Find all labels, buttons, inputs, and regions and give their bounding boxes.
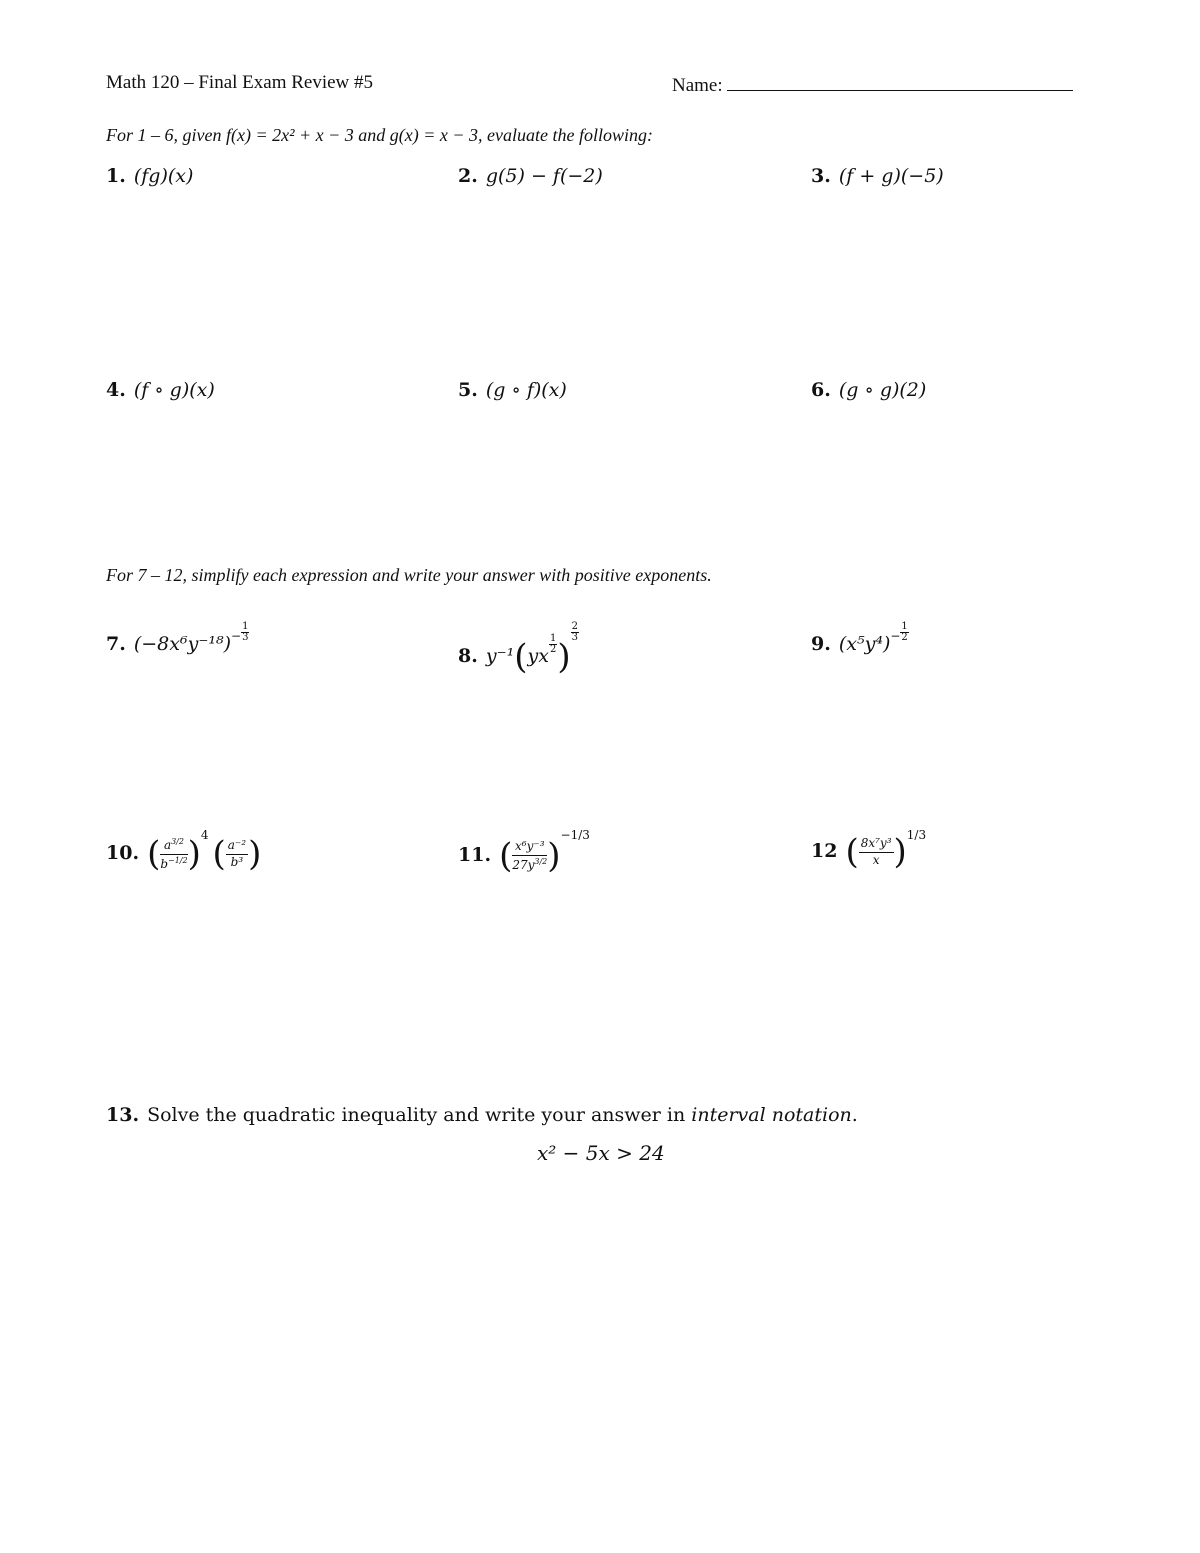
problem-12 [811,828,927,872]
problem-4 [106,379,215,401]
exponent-fraction [900,622,908,643]
problem-number: 4. [106,379,126,401]
problem-7 [106,622,249,655]
inequality-expression: x² − 5x > 24 [537,1141,665,1165]
denominator: b³ [230,854,244,869]
right-paren: ) [557,637,571,677]
numerator: a⁻² [226,839,248,855]
problem-3 [811,165,944,187]
fraction [859,837,894,868]
exponent-numerator: 2 [571,621,578,632]
left-paren: ( [845,832,859,872]
exponent-denominator: 2 [901,632,908,643]
inner-expression: yx [527,645,549,667]
fraction-exponent: −1/3 [560,828,590,842]
exponent-fraction [241,622,249,643]
page-title: Math 120 – Final Exam Review #5 [106,72,374,93]
problem-number: 13. [106,1104,140,1126]
problem-5 [458,379,567,401]
problem-expression: g(5) − f(−2) [485,165,603,187]
problem-10 [106,828,262,874]
right-paren: ) [187,834,201,874]
problem-8 [458,621,579,677]
problem-6 [811,379,926,401]
exponent-denominator: 2 [549,644,557,655]
left-paren: ( [212,834,226,874]
fraction [512,840,547,873]
problem-text: Solve the quadratic inequality and write your answer in [147,1104,686,1126]
problem-expression: (f ∘ g)(x) [133,379,215,401]
exponent-sign: − [231,629,242,643]
exponent-denominator: 3 [571,632,578,643]
right-paren: ) [547,836,561,876]
problem-number: 10. [106,842,140,864]
problem-expression: (fg)(x) [133,165,194,187]
numerator: x⁶y⁻³ [512,840,547,856]
numerator: 8x⁷y³ [859,837,894,853]
denominator: x [872,852,880,867]
denominator-coefficient: 27y [512,857,535,872]
problem-number: 7. [106,633,126,655]
denominator-exponent: 3/2 [534,856,548,866]
name-label: Name: [672,75,723,96]
exponent-sign: − [890,629,901,643]
numerator-base: a [163,837,172,852]
left-paren: ( [147,834,161,874]
problem-expression: (g ∘ g)(2) [838,379,927,401]
name-blank-line[interactable] [727,72,1073,91]
name-field [672,72,1073,97]
problem-2 [458,165,603,187]
first-fraction-exponent: 4 [200,828,209,842]
denominator-base: b [160,856,169,871]
section2-instruction: For 7 – 12, simplify each expression and write your answer with positive exponents. [106,565,712,585]
exponent-denominator: 3 [242,632,249,643]
exponent-numerator: 1 [549,633,557,644]
first-fraction [160,837,187,872]
problem-1 [106,165,193,187]
exponent-numerator: 1 [901,621,908,632]
problem-number: 1. [106,165,126,187]
problem-expression: (g ∘ f)(x) [485,379,567,401]
problem-number: 9. [811,633,831,655]
left-paren: ( [514,637,528,677]
exponent-numerator: 1 [242,621,249,632]
problem-number: 12 [811,840,838,862]
problem-number: 5. [458,379,478,401]
second-fraction [226,839,248,870]
problem-11 [458,828,590,876]
problem-expression: (f + g)(−5) [838,165,944,187]
denominator-exponent: −1/2 [168,855,188,865]
problem-number: 3. [811,165,831,187]
problem-text-end: . [851,1104,858,1126]
left-paren: ( [499,836,513,876]
outer-exponent [571,622,579,643]
problem-number: 8. [458,645,478,667]
problem-13 [106,1104,858,1126]
section1-instruction: For 1 – 6, given f(x) = 2x² + x − 3 and g(x) = x − 3, evaluate the following: [106,125,653,145]
right-paren: ) [248,834,262,874]
problem-number: 11. [458,844,492,866]
problem-number: 6. [811,379,831,401]
expression-base: (x⁵y⁴) [838,633,891,655]
expression-prefix: y⁻¹ [485,645,515,667]
problem-9 [811,622,909,655]
fraction-exponent: 1/3 [906,828,927,842]
expression-base: (−8x⁶y⁻¹⁸) [133,633,232,655]
numerator-exponent: 3/2 [171,836,184,846]
problem-number: 2. [458,165,478,187]
problem-text-emphasis: interval notation [691,1104,852,1126]
right-paren: ) [893,832,907,872]
